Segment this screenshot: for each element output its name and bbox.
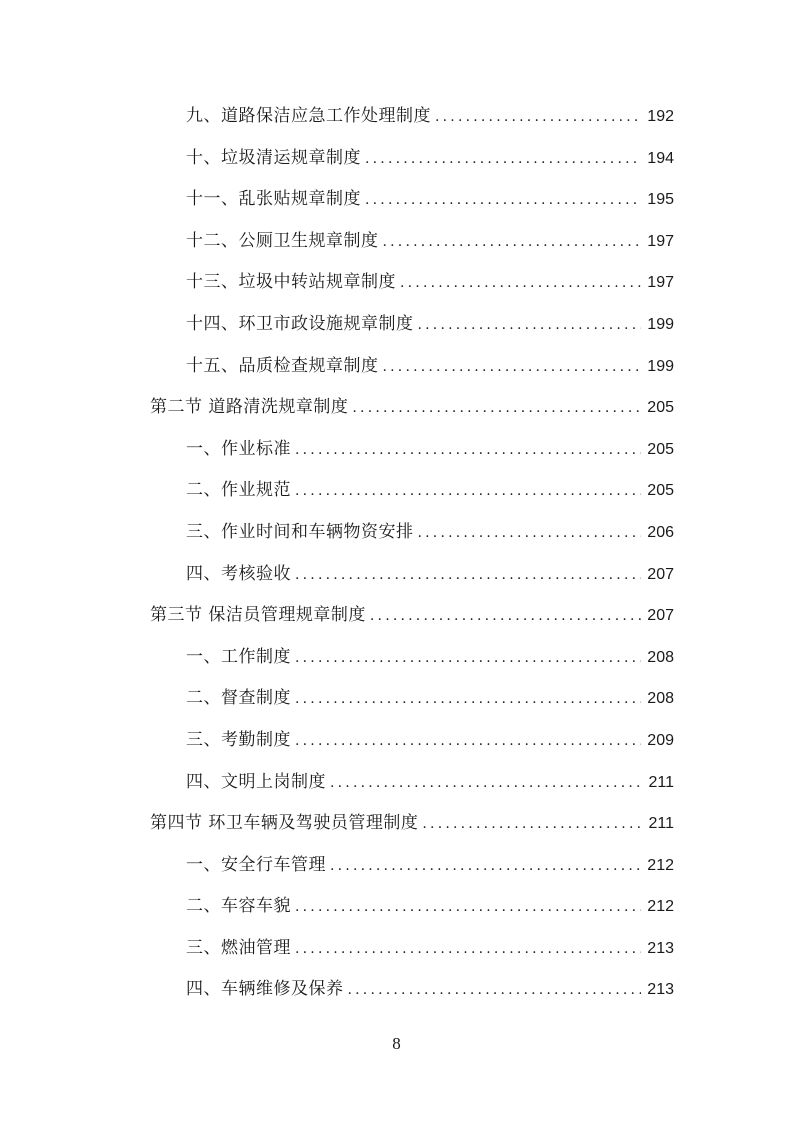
toc-entry-title: 二、督查制度 xyxy=(186,688,291,709)
toc-page-number: 207 xyxy=(647,565,674,583)
dot-leader xyxy=(348,970,642,1012)
toc-entry[interactable] xyxy=(150,429,674,471)
dot-leader xyxy=(295,887,641,929)
toc-page-number: 195 xyxy=(647,191,674,209)
toc-page-number: 212 xyxy=(647,856,674,874)
toc-entry-title: 十四、环卫市政设施规章制度 xyxy=(186,313,414,334)
toc-entry[interactable] xyxy=(150,886,674,928)
dot-leader xyxy=(400,263,641,305)
toc-entry-title: 十二、公厕卫生规章制度 xyxy=(186,230,379,251)
toc-entry-title: 一、作业标准 xyxy=(186,438,291,459)
toc-entry-title: 十、垃圾清运规章制度 xyxy=(186,147,361,168)
toc-entry[interactable] xyxy=(150,304,674,346)
dot-leader xyxy=(370,596,641,638)
dot-leader xyxy=(295,679,641,721)
dot-leader xyxy=(295,638,641,680)
dot-leader xyxy=(330,763,642,805)
toc-page-number: 199 xyxy=(647,357,674,375)
dot-leader xyxy=(418,513,642,555)
page-number: 8 xyxy=(392,1034,401,1053)
toc-entry-title: 二、作业规范 xyxy=(186,480,291,501)
toc-entry-title: 三、燃油管理 xyxy=(186,937,291,958)
dot-leader xyxy=(383,347,642,389)
dot-leader xyxy=(295,430,641,472)
toc-entry[interactable] xyxy=(150,138,674,180)
dot-leader xyxy=(383,222,642,264)
toc-entry-title: 十三、垃圾中转站规章制度 xyxy=(186,272,396,293)
dot-leader xyxy=(435,97,641,139)
toc-entry-title: 四、考核验收 xyxy=(186,563,291,584)
dot-leader xyxy=(365,139,641,181)
toc-entry[interactable] xyxy=(150,720,674,762)
toc-entry[interactable] xyxy=(150,179,674,221)
toc-entry[interactable] xyxy=(150,969,674,1011)
toc-section-entry[interactable] xyxy=(150,387,674,429)
toc-entry[interactable] xyxy=(150,96,674,138)
toc-entry-title: 二、车容车貌 xyxy=(186,896,291,917)
toc-entry[interactable] xyxy=(150,678,674,720)
dot-leader xyxy=(295,471,641,513)
dot-leader xyxy=(295,555,641,597)
toc-page-number: 205 xyxy=(647,482,674,500)
toc-entry[interactable] xyxy=(150,554,674,596)
toc-page-number: 194 xyxy=(647,149,674,167)
dot-leader xyxy=(295,929,641,971)
toc-entry[interactable] xyxy=(150,762,674,804)
toc-page-number: 207 xyxy=(647,607,674,625)
toc-entry[interactable] xyxy=(150,512,674,554)
toc-page-number: 205 xyxy=(647,440,674,458)
toc-page-number: 213 xyxy=(647,981,674,999)
toc-page-number: 211 xyxy=(648,815,674,833)
toc-page-number: 192 xyxy=(647,108,674,125)
toc-page-number: 206 xyxy=(647,523,674,541)
toc-page-number: 199 xyxy=(647,315,674,333)
toc-page-number: 197 xyxy=(647,232,674,250)
toc-page-number: 208 xyxy=(647,648,674,666)
toc-entry[interactable] xyxy=(150,262,674,304)
toc-entry[interactable] xyxy=(150,637,674,679)
toc-entry[interactable] xyxy=(150,845,674,887)
toc-entry-title: 三、考勤制度 xyxy=(186,729,291,750)
toc-entry-title: 一、工作制度 xyxy=(186,646,291,667)
dot-leader xyxy=(418,305,642,347)
toc-page-number: 205 xyxy=(647,399,674,417)
toc-entry-title: 十五、品质检查规章制度 xyxy=(186,355,379,376)
toc-entry-title: 九、道路保洁应急工作处理制度 xyxy=(186,106,431,126)
dot-leader xyxy=(352,388,641,430)
dot-leader xyxy=(422,804,642,846)
toc-section-entry[interactable] xyxy=(150,803,674,845)
toc-page-number: 212 xyxy=(647,898,674,916)
dot-leader xyxy=(365,180,641,222)
toc-entry-title: 四、文明上岗制度 xyxy=(186,771,326,792)
toc-page-number: 208 xyxy=(647,690,674,708)
toc-entry[interactable] xyxy=(150,928,674,970)
toc-entry-title: 三、作业时间和车辆物资安排 xyxy=(186,521,414,542)
toc-entry[interactable] xyxy=(150,346,674,388)
toc-page-number: 213 xyxy=(647,939,674,957)
toc-entry-title: 四、车辆维修及保养 xyxy=(186,979,344,1000)
toc-section-title: 第二节 道路清洗规章制度 xyxy=(150,397,349,418)
toc-page-number: 209 xyxy=(647,731,674,749)
toc-section-entry[interactable] xyxy=(150,595,674,637)
toc-entry-title: 十一、乱张贴规章制度 xyxy=(186,189,361,210)
toc-entry-title: 一、安全行车管理 xyxy=(186,854,326,875)
table-of-contents xyxy=(150,96,674,1011)
dot-leader xyxy=(330,846,641,888)
toc-entry[interactable] xyxy=(150,470,674,512)
toc-section-title: 第三节 保洁员管理规章制度 xyxy=(150,605,366,626)
toc-entry[interactable] xyxy=(150,221,674,263)
dot-leader xyxy=(295,721,641,763)
toc-page-number: 211 xyxy=(648,773,674,791)
toc-page-number: 197 xyxy=(647,274,674,292)
toc-section-title: 第四节 环卫车辆及驾驶员管理制度 xyxy=(150,813,419,834)
